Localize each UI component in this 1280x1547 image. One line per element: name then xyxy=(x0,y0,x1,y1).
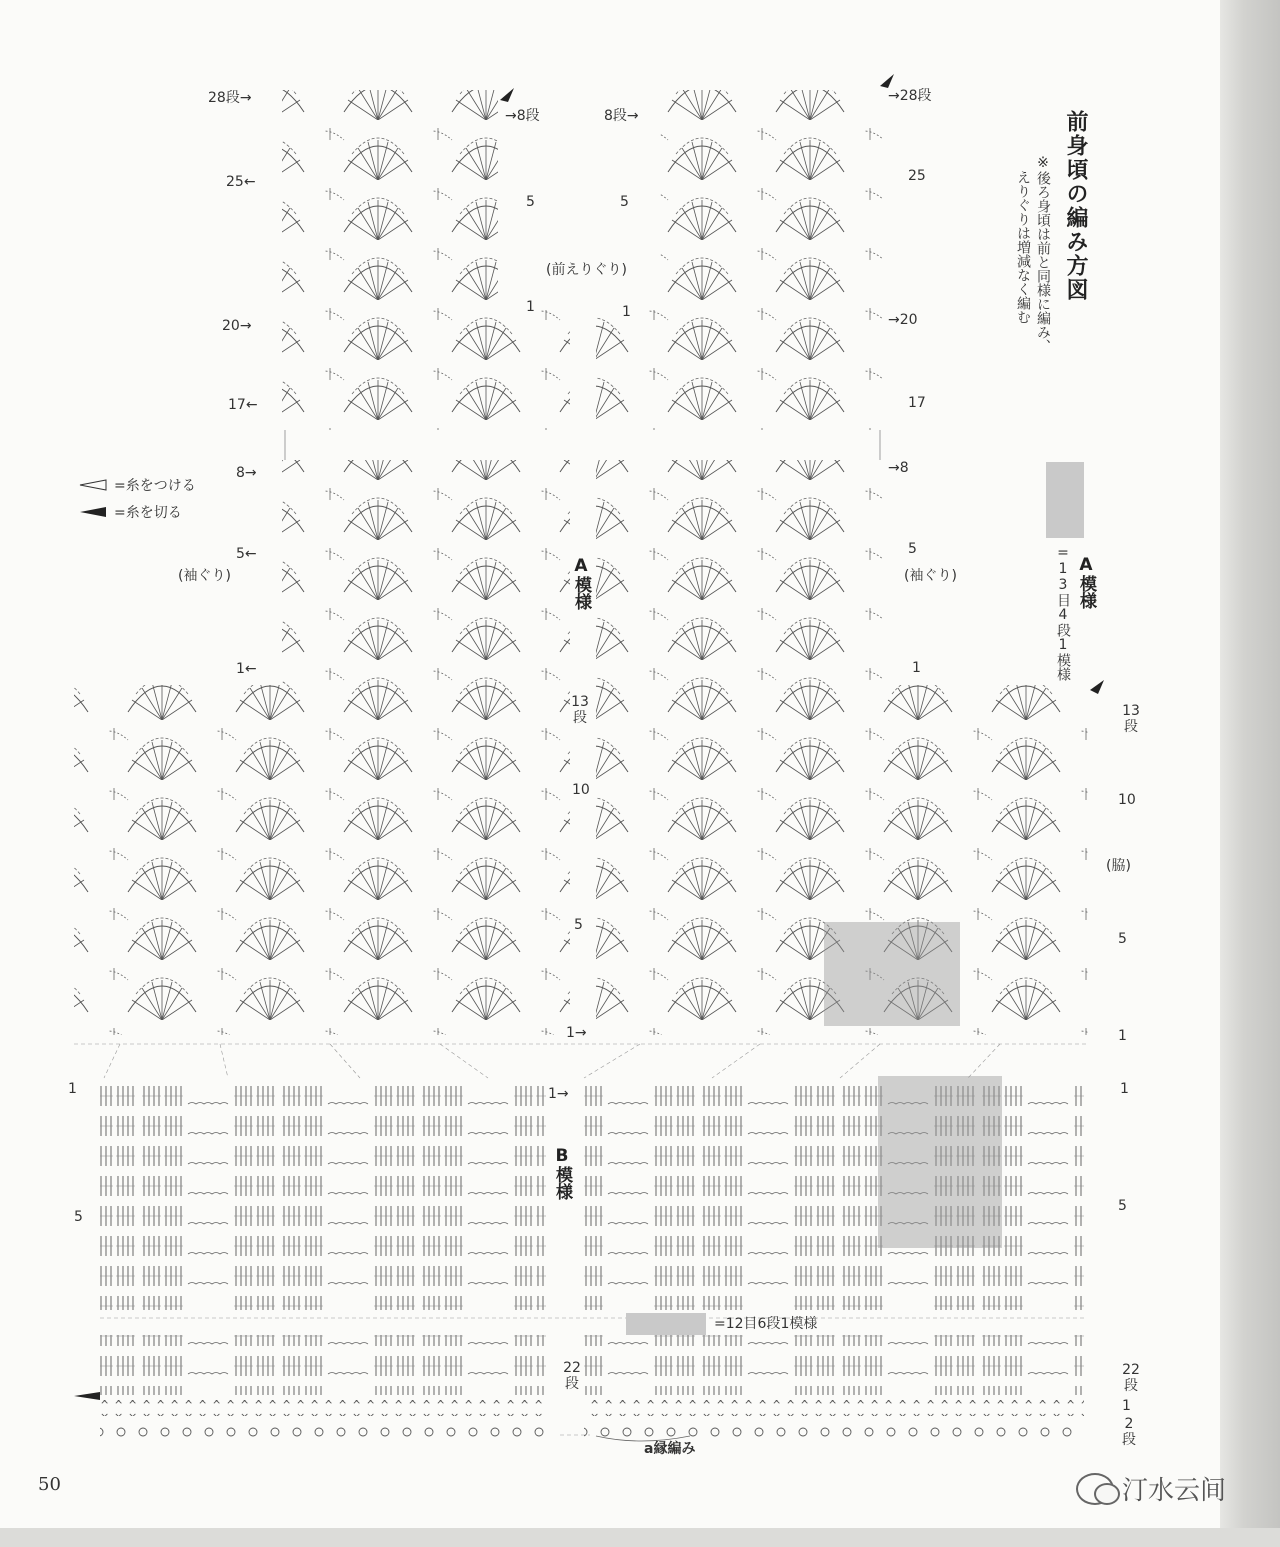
scan-edge xyxy=(0,1528,1280,1547)
row-label: 28段→ xyxy=(208,90,252,106)
pattern-b-name: B模様 xyxy=(552,1146,572,1200)
armhole-right-label: (袖ぐり) xyxy=(904,568,957,584)
pattern-b-repeat-highlight xyxy=(878,1076,1002,1248)
row-label: 1 xyxy=(1120,1081,1129,1097)
legend-cut-label: =糸を切る xyxy=(114,505,182,521)
row-label: 8段→ xyxy=(604,108,639,124)
row-label: →8 xyxy=(888,460,909,476)
row-label: 10 xyxy=(572,782,590,798)
row-label: →8段 xyxy=(505,108,540,124)
upper-left-shoulder xyxy=(282,90,498,430)
row-label: 5 xyxy=(908,541,917,557)
row-label: 17 xyxy=(908,395,926,411)
sc-row-left xyxy=(100,1400,546,1416)
row-label: 17← xyxy=(228,397,258,413)
row-label: 1 xyxy=(526,299,535,315)
chart-title: 前身頃の編み方図 xyxy=(1063,110,1088,302)
front-neckline-label: (前えりぐり) xyxy=(546,262,627,278)
row-label: 8→ xyxy=(236,465,257,481)
page-number: 50 xyxy=(38,1474,61,1495)
pattern-a-swatch xyxy=(1046,462,1084,538)
chat-bubble-icon xyxy=(1076,1473,1114,1505)
row-label: →20 xyxy=(888,312,918,328)
row-label: 1 xyxy=(68,1081,77,1097)
pattern-a-body-name: A模様 xyxy=(571,556,591,610)
row-label: 22段 xyxy=(563,1360,581,1392)
note-line-2: えりぐりは増減なく編む xyxy=(1015,170,1031,324)
upper-right-neck-step xyxy=(596,310,660,430)
body-left-a xyxy=(74,685,570,1035)
pattern-a-repeat-highlight xyxy=(824,922,960,1026)
legend-cut xyxy=(78,502,182,522)
row-label: 1→ xyxy=(566,1025,587,1041)
edging-name: a縁編み xyxy=(644,1441,696,1457)
row-label: 22段 xyxy=(1122,1362,1140,1394)
armhole-right xyxy=(596,460,882,685)
row-label: 2段 xyxy=(1122,1416,1136,1448)
row-label: 13段 xyxy=(571,694,589,726)
pattern-a-name: A模様 xyxy=(1076,555,1096,609)
row-label: →28段 xyxy=(888,88,932,104)
row-label: 1 xyxy=(912,660,921,676)
row-label: 1 xyxy=(1122,1398,1131,1414)
side-label: (脇) xyxy=(1106,858,1131,874)
row-label: 5 xyxy=(1118,931,1127,947)
armhole-left-label: (袖ぐり) xyxy=(178,568,231,584)
row-label: 5 xyxy=(574,917,583,933)
row-label: 5 xyxy=(1118,1198,1127,1214)
row-label: 25 xyxy=(908,168,926,184)
row-label: 5← xyxy=(236,546,257,562)
row-label: 1→ xyxy=(548,1086,569,1102)
row-label: 1 xyxy=(1118,1028,1127,1044)
row-label: 1← xyxy=(236,661,257,677)
watermark-text: 汀水云间 xyxy=(1122,1476,1227,1506)
attach-yarn-icon xyxy=(78,479,108,491)
note-line-1: ※後ろ身頃は前と同様に編み、 xyxy=(1035,155,1051,353)
row-label: 1 xyxy=(622,304,631,320)
row-label: 25← xyxy=(226,174,256,190)
row-label: 5 xyxy=(74,1209,83,1225)
body-right-b-lower xyxy=(584,1335,1084,1395)
armhole-left xyxy=(282,460,570,685)
row-label: 20→ xyxy=(222,318,252,334)
edging-right xyxy=(584,1422,1084,1438)
pattern-b-desc: =12目6段1模様 xyxy=(714,1316,818,1332)
book-spine xyxy=(1220,0,1280,1547)
row-label: 13段 xyxy=(1122,703,1140,735)
body-left-b xyxy=(100,1080,546,1310)
body-right-b xyxy=(584,1080,1084,1310)
upper-right-shoulder xyxy=(660,90,882,430)
watermark xyxy=(1076,1470,1226,1507)
edging-left xyxy=(100,1422,546,1438)
upper-left-neck-step xyxy=(498,310,570,430)
legend-attach-label: =糸をつける xyxy=(114,478,196,494)
row-label: 5 xyxy=(620,194,629,210)
body-left-b-lower xyxy=(100,1335,546,1395)
sc-row-right xyxy=(584,1400,1084,1416)
pattern-a-desc: =13目4段1模様 xyxy=(1055,545,1071,681)
cut-yarn-icon xyxy=(78,506,108,518)
pattern-b-swatch xyxy=(626,1313,706,1335)
row-label: 10 xyxy=(1118,792,1136,808)
row-label: 5 xyxy=(526,194,535,210)
legend-attach xyxy=(78,475,196,495)
